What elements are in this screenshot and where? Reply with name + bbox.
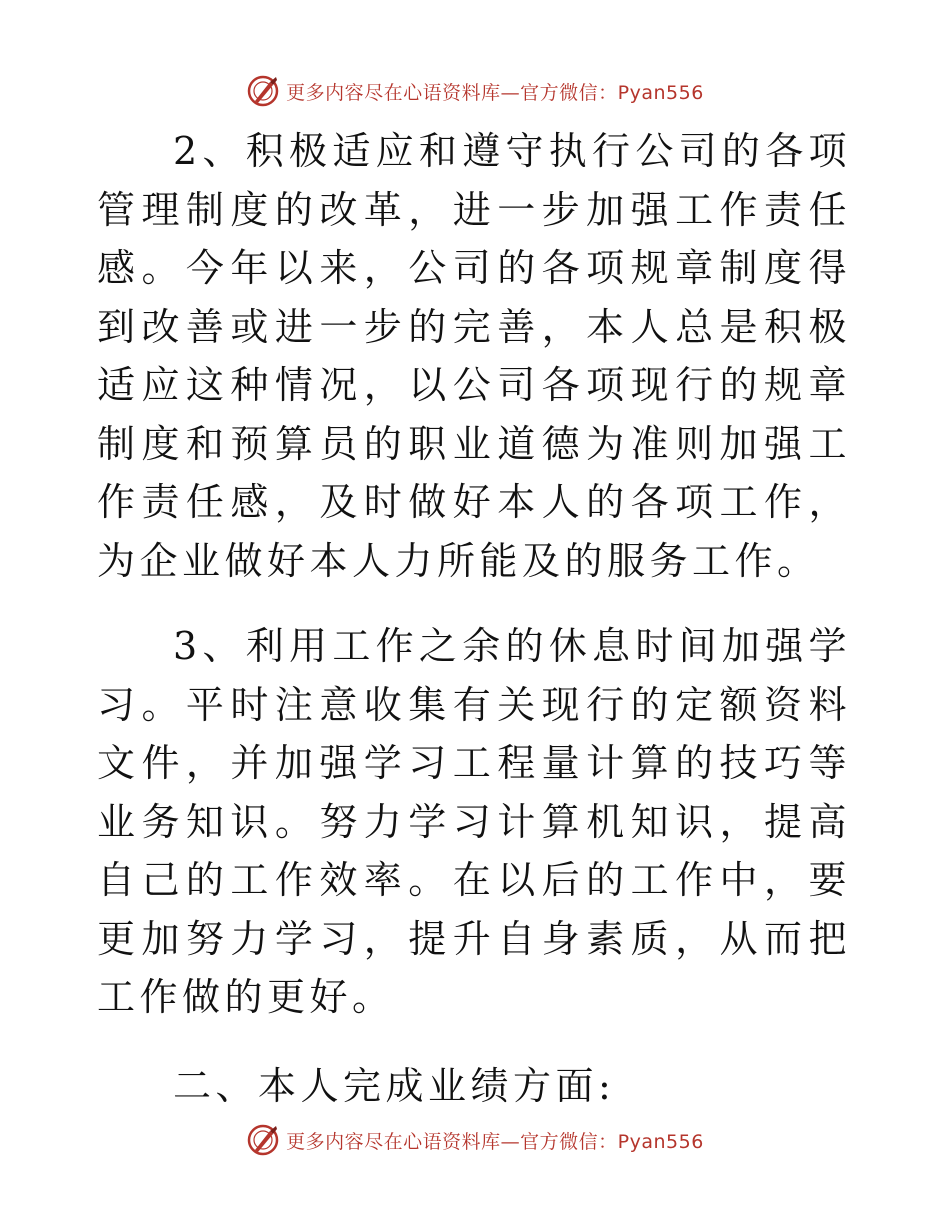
quill-pen-logo-icon [246,1123,280,1157]
footer-banner-text: 更多内容尽在心语资料库—官方微信：Pyan556 [286,1130,704,1153]
header-banner [0,71,950,111]
document-body [97,122,851,1115]
paragraph-item-3: 3、利用工作之余的休息时间加强学习。平时注意收集有关现行的定额资料文件，并加强学习工程量计算的技巧等业务知识。努力学习计算机知识，提高自己的工作效率。在以后的工作中，要更加努力学习，提升自身素质，从而把工作做的更好。 [97,624,851,1019]
quill-pen-logo-icon [246,74,280,108]
header-wechat-id: Pyan556 [617,81,704,104]
header-banner-text: 更多内容尽在心语资料库—官方微信：Pyan556 [286,81,704,104]
footer-banner [0,1120,950,1160]
paragraph-item-2: 2、积极适应和遵守执行公司的各项管理制度的改革，进一步加强工作责任感。今年以来，公司的各项规章制度得到改善或进一步的完善，本人总是积极适应这种情况，以公司各项现行的规章制度和预算员的职业道德为准则加强工作责任感，及时做好本人的各项工作，为企业做好本人力所能及的服务工作。 [97,129,851,583]
section-heading-performance: 二、本人完成业绩方面: [173,1063,616,1108]
footer-wechat-id: Pyan556 [617,1130,704,1153]
